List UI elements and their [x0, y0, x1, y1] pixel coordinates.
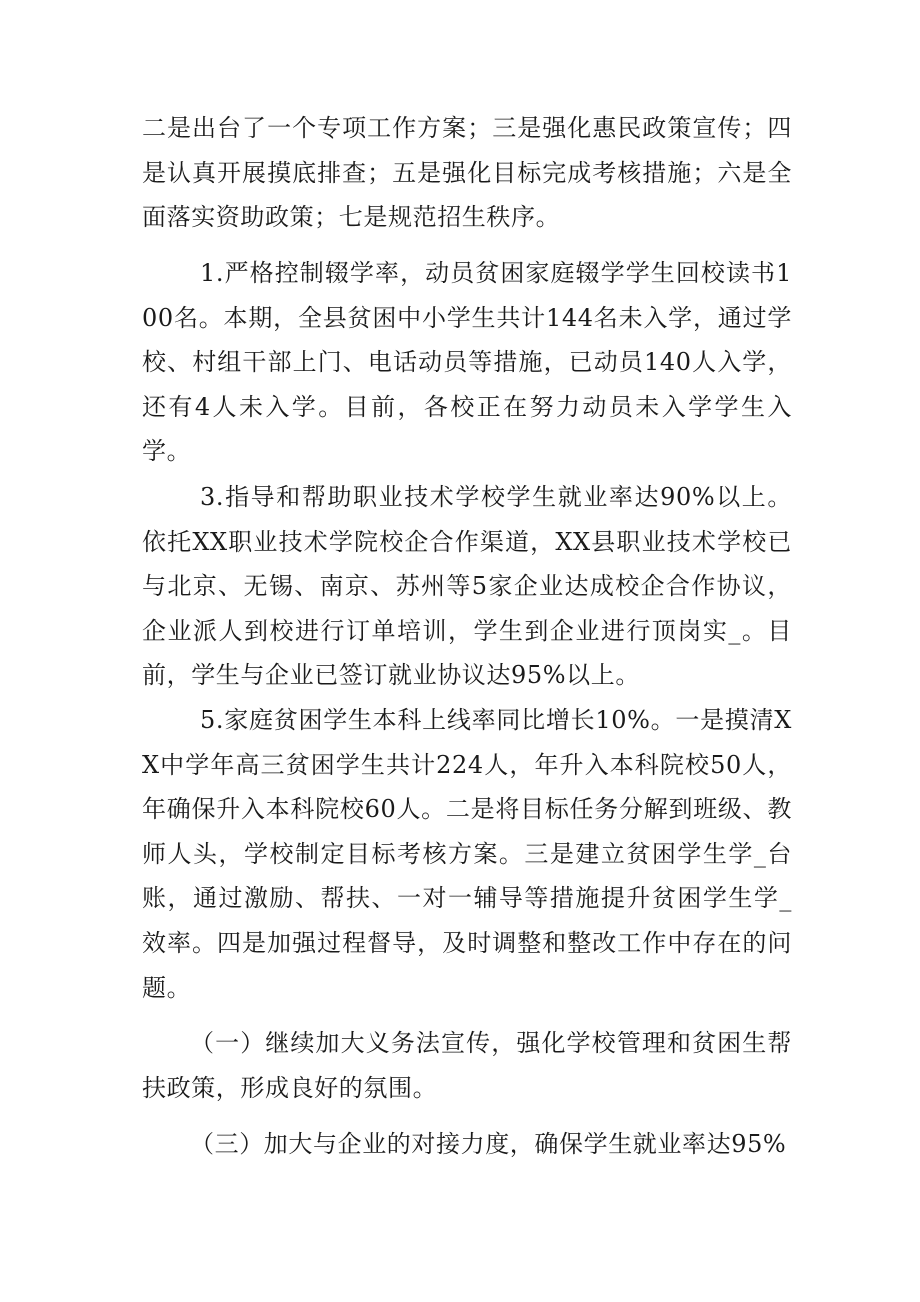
paragraph-continuation: 二是出台了一个专项工作方案；三是强化惠民政策宣传；四是认真开展摸底排查；五是强化目标完成考核措施；六是全面落实资助政策；七是规范招生秩序。 [142, 114, 792, 232]
paragraph-undergraduate-rate: 5.家庭贫困学生本科上线率同比增长10%。一是摸清XX中学年高三贫困学生共计224人，年升入本科院校50人，年确保升入本科院校60人。二是将目标任务分解到班级、教师人头，学校制定目标考核方案。三是建立贫困学生学_台账，通过激励、帮扶、一对一辅导等措施提升贫困学生学_效率。四是加强过程督导，及时调整和整改工作中存在的问题。 [142, 706, 792, 1002]
paragraph-measure-three: （三）加大与企业的对接力度，确保学生就业率达95% [190, 1130, 787, 1158]
paragraph-vocational-employment: 3.指导和帮助职业技术学校学生就业率达90%以上。依托XX职业技术学院校企合作渠道，XX县职业技术学校已与北京、无锡、南京、苏州等5家企业达成校企合作协议，企业派人到校进行订单培训，学生到企业进行顶岗实_。目前，学生与企业已签订就业协议达95%以上。 [142, 483, 792, 690]
paragraph-dropout-control: 1.严格控制辍学率，动员贫困家庭辍学学生回校读书100名。本期，全县贫困中小学生共计144名未入学，通过学校、村组干部上门、电话动员等措施，已动员140人入学，还有4人未入学。目前，各校正在努力动员未入学学生入学。 [142, 259, 792, 466]
paragraph-measure-one: （一）继续加大义务法宣传，强化学校管理和贫困生帮扶政策，形成良好的氛围。 [142, 1029, 792, 1102]
